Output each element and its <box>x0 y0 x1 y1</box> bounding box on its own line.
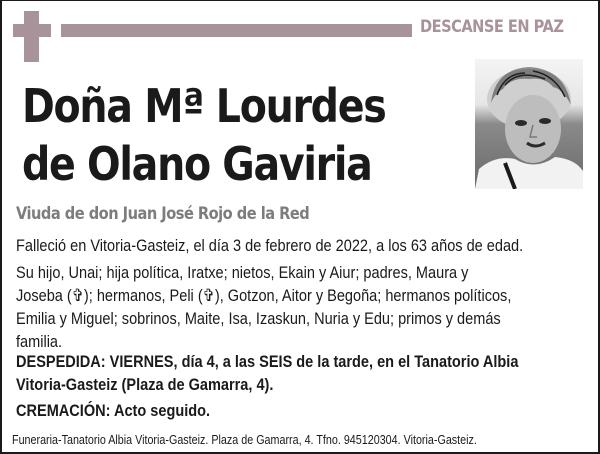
family-list <box>16 261 580 353</box>
family-line: Joseba (✞); hermanos, Peli (✞), Gotzon, Aitor y Begoña; hermanos políticos, <box>16 286 512 305</box>
portrait-image-icon <box>475 59 583 189</box>
family-line: Su hijo, Unai; hija política, Iratxe; nietos, Ekain y Aiur; padres, Maura y <box>16 263 469 282</box>
funeral-home-footer: Funeraria-Tanatorio Albia Vitoria-Gasteiz. Plaza de Gamarra, 4. Tfno. 945120304. Vitoria-Gasteiz. <box>12 433 477 447</box>
header-divider-bar <box>61 24 412 37</box>
family-line: Emilia y Miguel; sobrinos, Maite, Isa, Izaskun, Nuria y Edu; primos y demás <box>16 309 501 328</box>
family-line: familia. <box>16 332 63 351</box>
name-line-2: de Olano Gaviria <box>22 137 372 191</box>
farewell-notice <box>16 350 580 396</box>
cross-icon-arm <box>13 24 51 37</box>
widow-of-subtitle: Viuda de don Juan José Rojo de la Red <box>16 204 310 224</box>
farewell-line: Vitoria-Gasteiz (Plaza de Gamarra, 4). <box>16 375 274 394</box>
rest-in-peace-label: DESCANSE EN PAZ <box>420 17 564 37</box>
farewell-line: DESPEDIDA: VIERNES, día 4, a las SEIS de la tarde, en el Tanatorio Albia <box>16 352 519 371</box>
death-notice: Falleció en Vitoria-Gasteiz, el día 3 de febrero de 2022, a los 63 años de edad. <box>16 236 524 255</box>
deceased-photo <box>475 59 583 189</box>
deceased-name <box>22 77 386 193</box>
cremation-notice: CREMACIÓN: Acto seguido. <box>16 401 211 420</box>
name-line-1: Doña Mª Lourdes <box>22 79 386 133</box>
